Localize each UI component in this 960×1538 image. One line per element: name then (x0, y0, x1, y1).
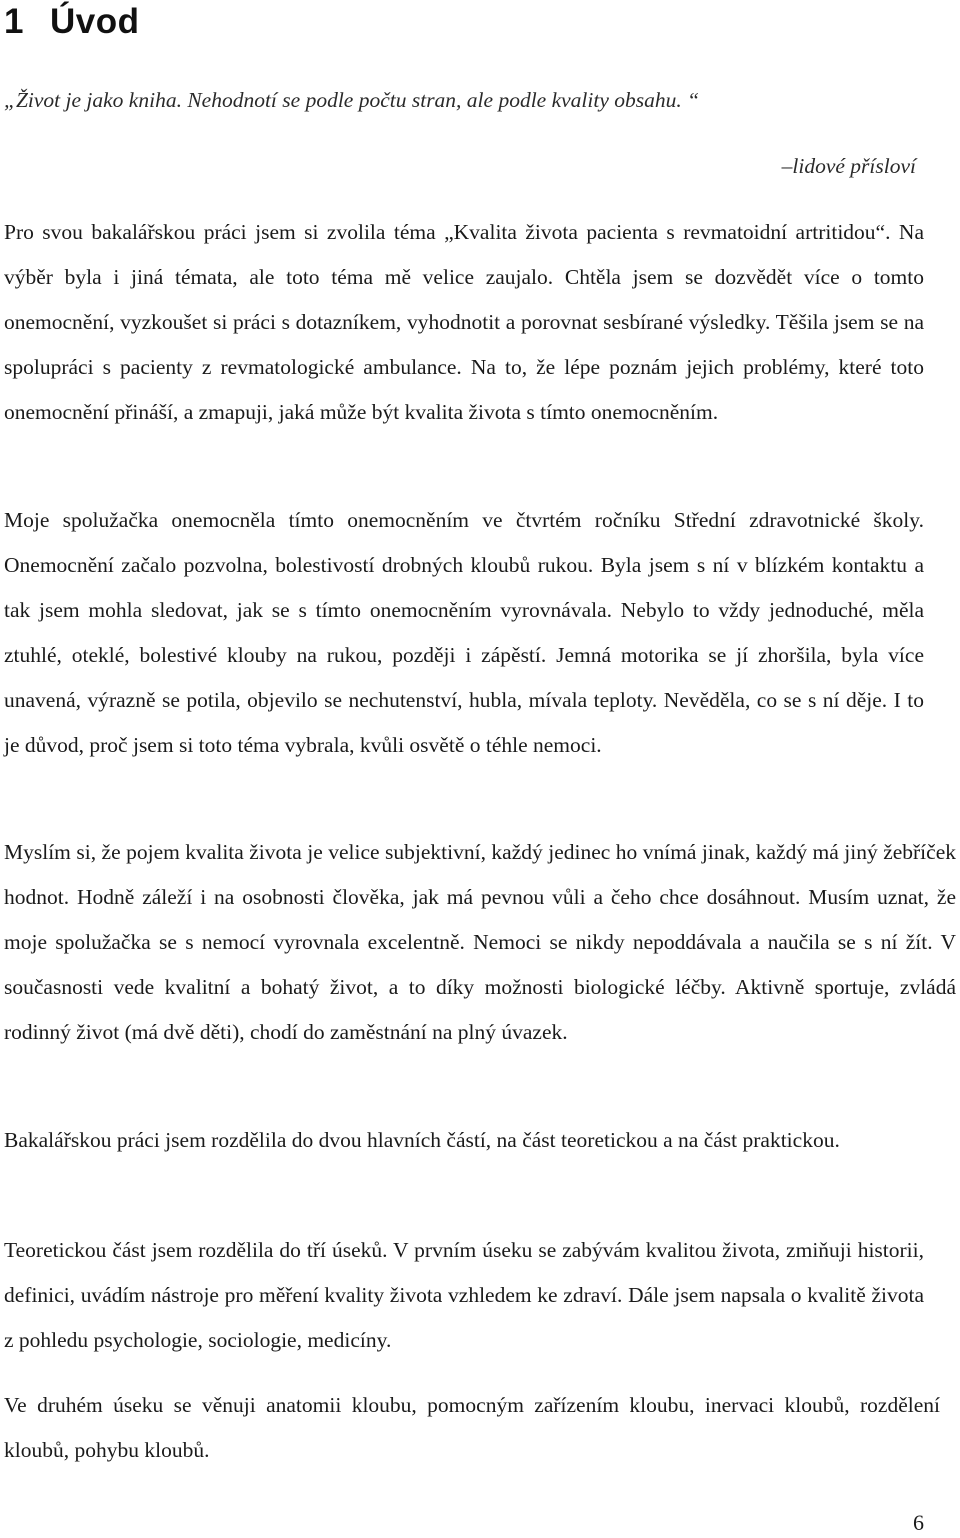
chapter-heading (4, 0, 140, 44)
epigraph-source: –lidové přísloví (781, 154, 916, 178)
paragraph-second-section: Ve druhém úseku se věnuji anatomii kloubu, pomocným zařízením kloubu, inervaci kloubů, rozdělení kloubů, pohybu kloubů. (4, 1393, 940, 1462)
paragraph-classmate: Moje spolužačka onemocněla tímto onemocněním ve čtvrtém ročníku Střední zdravotnické školy. Onemocnění začalo pozvolna, bolestivostí drobných kloubů rukou. Byla jsem s ní v blízkém kontaktu a tak jsem mohla sledovat, jak se s tímto onemocněním vyrovnávala. Nebylo to vždy jednoduché, měla ztuhlé, oteklé, bolestivé klouby na rukou, později i zápěstí. Jemná motorika se jí zhoršila, byla více unavená, výrazně se potila, objevilo se nechutenství, hubla, mívala teploty. Nevěděla, co se s ní děje. I to je důvod, proč jsem si toto téma vybrala, kvůli osvětě o téhle nemoci. (4, 508, 924, 757)
page-number: 6 (913, 1510, 924, 1535)
paragraph-quality-of-life: Myslím si, že pojem kvalita života je velice subjektivní, každý jedinec ho vnímá jinak, každý má jiný žebříček hodnot. Hodně záleží i na osobnosti člověka, jak má pevnou vůli a čeho chce dosáhnout. Musím uznat, že moje spolužačka se s nemocí vyrovnala excelentně. Nemoci se nikdy nepoddávala a naučila se s ní žít. V současnosti vede kvalitní a bohatý život, a to díky možnosti biologické léčby. Aktivně sportuje, zvládá rodinný život (má dvě děti), chodí do zaměstnání na plný úvazek. (4, 840, 956, 1044)
epigraph-quote: „Život je jako kniha. Nehodnotí se podle počtu stran, ale podle kvality obsahu. “ (4, 88, 700, 112)
chapter-title: Úvod (50, 2, 140, 41)
chapter-number: 1 (4, 2, 24, 41)
paragraph-thesis-structure: Bakalářskou práci jsem rozdělila do dvou hlavních částí, na část teoretickou a na část praktickou. (4, 1128, 840, 1152)
paragraph-topic-choice: Pro svou bakalářskou práci jsem si zvolila téma „Kvalita života pacienta s revmatoidní artritidou“. Na výběr byla i jiná témata, ale toto téma mě velice zaujalo. Chtěla jsem se dozvědět více o tomto onemocnění, vyzkoušet si práci s dotazníkem, vyhodnotit a porovnat sesbírané výsledky. Těšila jsem se na spolupráci s pacienty z revmatologické ambulance. Na to, že lépe poznám jejich problémy, které toto onemocnění přináší, a zmapuji, jaká může být kvalita života s tímto onemocněním. (4, 220, 924, 424)
paragraph-theoretical-part: Teoretickou část jsem rozdělila do tří úseků. V prvním úseku se zabývám kvalitou života, zmiňuji historii, definici, uvádím nástroje pro měření kvality života vzhledem ke zdraví. Dále jsem napsala o kvalitě života z pohledu psychologie, sociologie, medicíny. (4, 1238, 924, 1352)
